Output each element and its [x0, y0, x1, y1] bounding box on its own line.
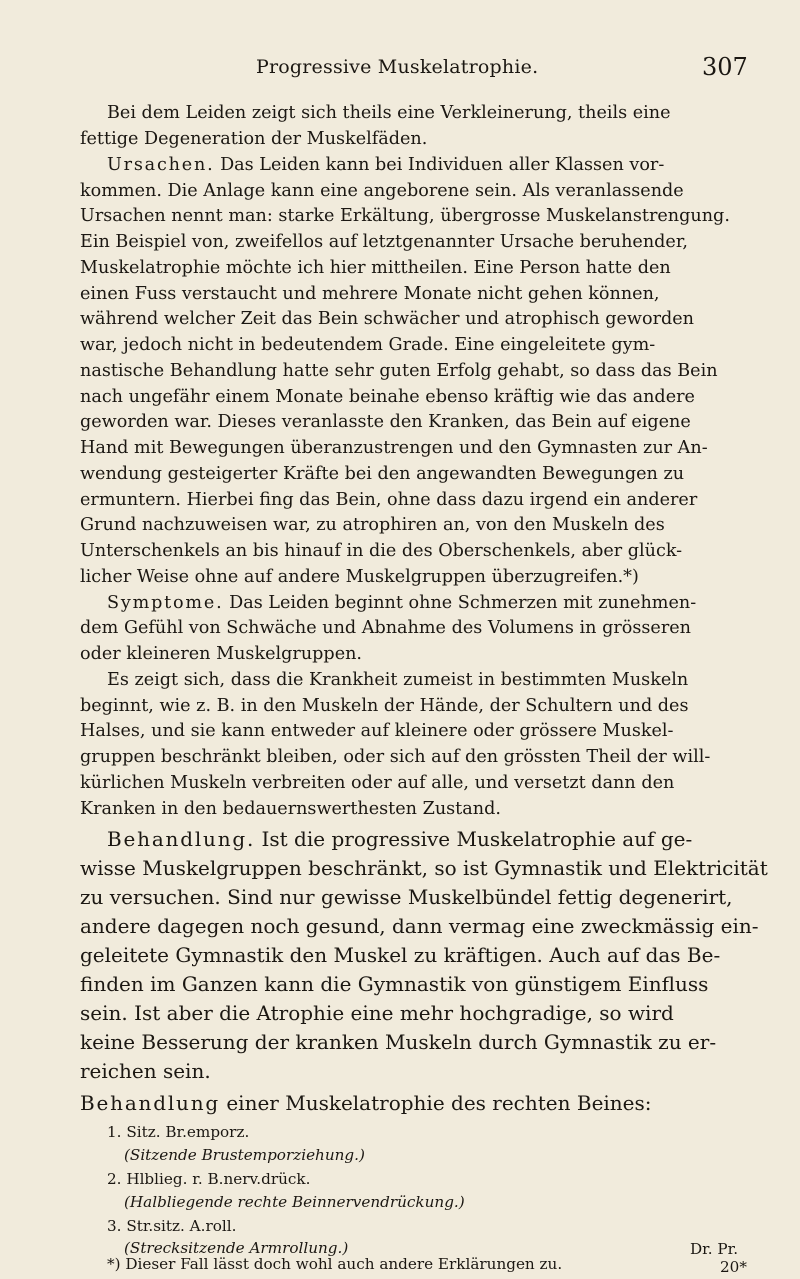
- text-line: beginnt, wie z. B. in den Muskeln der Hände, der Schultern und des: [80, 696, 689, 716]
- text-line: geleitete Gymnastik den Muskel zu kräftigen. Auch auf das Be-: [80, 943, 721, 967]
- paragraph-treatment-start: [107, 827, 692, 851]
- footnote-signature: Dr. Pr.: [690, 1240, 739, 1258]
- text-line: Hand mit Bewegungen überanzustrengen und den Gymnasten zur An-: [80, 438, 708, 458]
- text-line: Ist die progressive Muskelatrophie auf ge-: [261, 827, 693, 851]
- exercise-item: [107, 1123, 249, 1141]
- exercise-abbreviation: Sitz. Br.emporz.: [126, 1123, 250, 1141]
- text-line: ermuntern. Hierbei fing das Bein, ohne dass dazu irgend ein anderer: [80, 490, 698, 510]
- subheading-rest: einer Muskelatrophie des rechten Beines:: [226, 1091, 652, 1115]
- text-line: während welcher Zeit das Bein schwächer und atrophisch geworden: [80, 309, 694, 329]
- text-line: Grund nachzuweisen war, zu atrophiren an, von den Muskeln des: [80, 515, 665, 535]
- footnote-text: *) Dieser Fall lässt doch wohl auch andere Erklärungen zu.: [107, 1255, 563, 1273]
- exercise-number: 3.: [107, 1217, 122, 1235]
- text-line: kürlichen Muskeln verbreiten oder auf alle, und versetzt dann den: [80, 773, 675, 793]
- text-line: gruppen beschränkt bleiben, oder sich auf den grössten Theil der will-: [80, 747, 711, 767]
- text-line: Unterschenkels an bis hinauf in die des Oberschenkels, aber glück-: [80, 541, 683, 561]
- running-head: [0, 53, 800, 92]
- text-line: Bei dem Leiden zeigt sich theils eine Verkleinerung, theils eine: [107, 103, 671, 123]
- text-line: Es zeigt sich, dass die Krankheit zumeist in bestimmten Muskeln: [107, 670, 689, 690]
- exercise-abbreviation: Hlblieg. r. B.nerv.drück.: [126, 1170, 311, 1188]
- text-line: zu versuchen. Sind nur gewisse Muskelbündel fettig degenerirt,: [80, 885, 733, 909]
- running-title: Progressive Muskelatrophie.: [256, 56, 539, 78]
- page-number: 307: [702, 53, 748, 81]
- exercise-abbreviation: Str.sitz. A.roll.: [126, 1217, 237, 1235]
- signature-mark: 20*: [720, 1258, 747, 1276]
- exercise-item: [107, 1217, 236, 1235]
- text-line: dem Gefühl von Schwäche und Abnahme des Volumens in grösseren: [80, 618, 691, 638]
- text-line: Kranken in den bedauernswerthesten Zustand.: [80, 799, 501, 819]
- exercise-number: 1.: [107, 1123, 122, 1141]
- text-line: licher Weise ohne auf andere Muskelgruppen überzugreifen.*): [80, 567, 639, 587]
- text-line: geworden war. Dieses veranlasste den Kranken, das Bein auf eigene: [80, 412, 691, 432]
- exercise-item: [107, 1170, 310, 1188]
- paragraph-causes-start: [107, 155, 664, 175]
- exercise-full-name: (Sitzende Brustemporziehung.): [124, 1146, 365, 1164]
- text-line: Muskelatrophie möchte ich hier mittheilen. Eine Person hatte den: [80, 258, 671, 278]
- paragraph-symptoms-start: [107, 593, 696, 613]
- lead-in-treatment: Behandlung.: [107, 827, 256, 851]
- text-line: keine Besserung der kranken Muskeln durch Gymnastik zu er-: [80, 1030, 717, 1054]
- text-line: nastische Behandlung hatte sehr guten Erfolg gehabt, so dass das Bein: [80, 361, 718, 381]
- text-line: sein. Ist aber die Atrophie eine mehr hochgradige, so wird: [80, 1001, 674, 1025]
- text-line: nach ungefähr einem Monate beinahe ebenso kräftig wie das andere: [80, 387, 695, 407]
- text-line: Das Leiden kann bei Individuen aller Klassen vor-: [220, 155, 665, 175]
- text-line: reichen sein.: [80, 1059, 211, 1083]
- text-line: war, jedoch nicht in bedeutendem Grade. Eine eingeleitete gym-: [80, 335, 656, 355]
- text-line: Halses, und sie kann entweder auf kleinere oder grössere Muskel-: [80, 721, 674, 741]
- lead-in-causes: Ursachen.: [107, 155, 215, 175]
- text-line: andere dagegen noch gesund, dann vermag eine zweckmässig ein-: [80, 914, 759, 938]
- text-line: wisse Muskelgruppen beschränkt, so ist Gymnastik und Elektricität: [80, 856, 768, 880]
- text-line: Das Leiden beginnt ohne Schmerzen mit zunehmen-: [229, 593, 697, 613]
- text-line: finden im Ganzen kann die Gymnastik von günstigem Einfluss: [80, 972, 709, 996]
- exercise-full-name: (Strecksitzende Armrollung.): [124, 1239, 349, 1257]
- text-line: einen Fuss verstaucht und mehrere Monate nicht gehen können,: [80, 284, 660, 304]
- text-line: Ein Beispiel von, zweifellos auf letztgenannter Ursache beruhender,: [80, 232, 688, 252]
- text-line: oder kleineren Muskelgruppen.: [80, 644, 363, 664]
- section-subheading: [80, 1091, 652, 1115]
- exercise-full-name: (Halbliegende rechte Beinnervendrückung.): [124, 1193, 465, 1211]
- text-line: Ursachen nennt man: starke Erkältung, übergrosse Muskelanstrengung.: [80, 206, 730, 226]
- exercise-number: 2.: [107, 1170, 122, 1188]
- text-line: wendung gesteigerter Kräfte bei den angewandten Bewegungen zu: [80, 464, 685, 484]
- lead-in-symptoms: Symptome.: [107, 593, 224, 613]
- text-line: kommen. Die Anlage kann eine angeborene sein. Als veranlassende: [80, 181, 684, 201]
- subheading-lead: Behandlung: [80, 1091, 220, 1115]
- text-line: fettige Degeneration der Muskelfäden.: [80, 129, 428, 149]
